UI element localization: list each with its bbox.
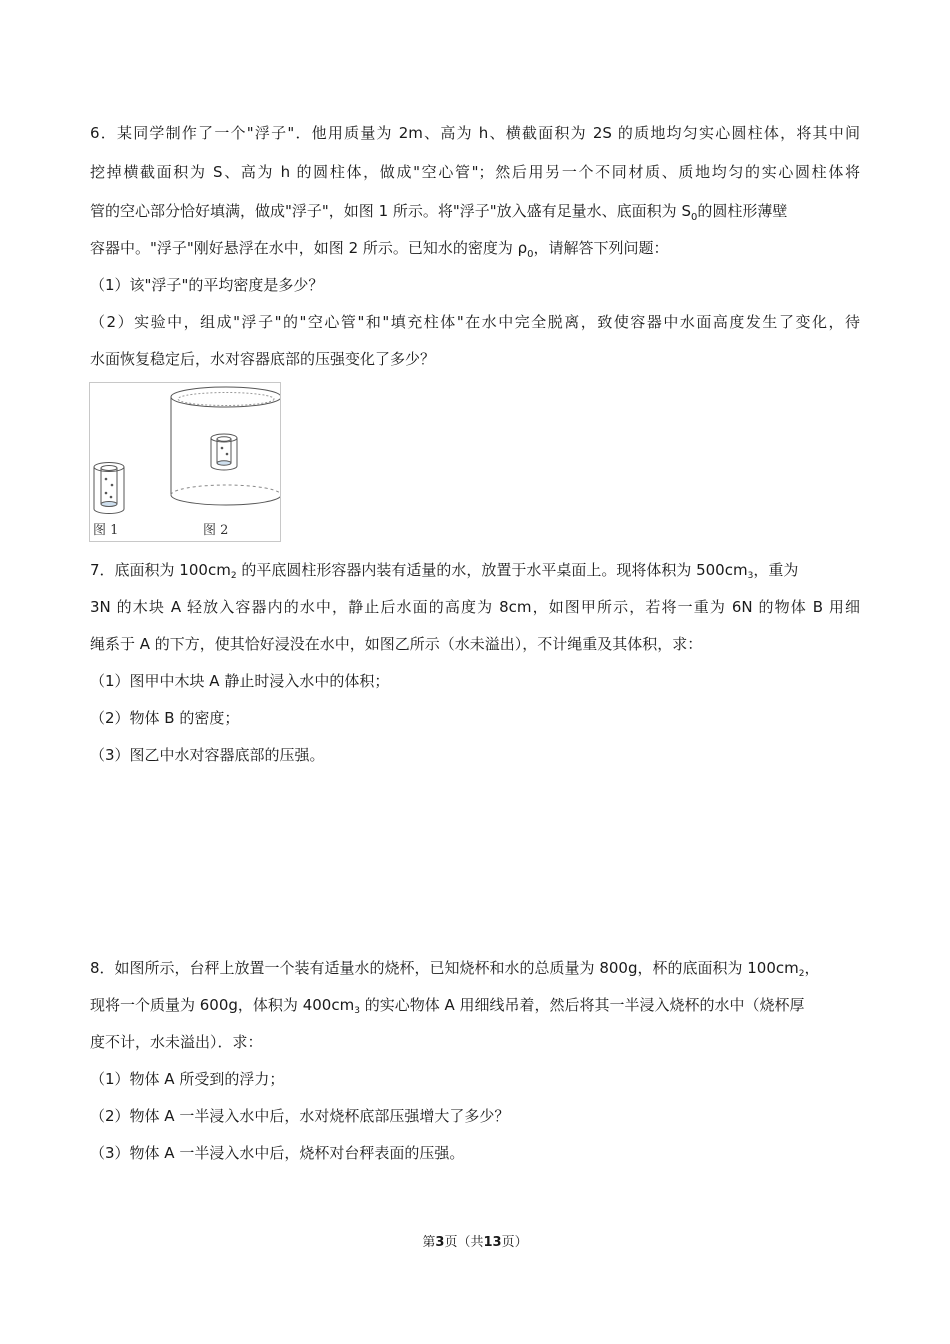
q7-line-3: 绳系于 A 的下方，使其恰好浸没在水中，如图乙所示（水未溢出），不计绳重及其体积，求： <box>90 635 703 653</box>
q8-line-1: 8．如图所示，台秤上放置一个装有适量水的烧杯，已知烧杯和水的总质量为 800g，杯的底面积为 $100cm_2$， <box>90 959 820 979</box>
q6-figure-drawing <box>90 383 280 541</box>
figure-2-caption: 图 2 <box>203 523 229 538</box>
q8-line-2: 现将一个质量为 600g，体积为 $400cm_3$ 的实心物体 A 用细线吊着，然后将其一半浸入烧杯的水中（烧杯厚 <box>90 996 805 1016</box>
figure-1-caption: 图 1 <box>93 523 119 538</box>
q7-line-2: 3N 的木块 A 轻放入容器内的水中，静止后水面的高度为 8cm，如图甲所示，若将一重为 6N 的物体 B 用细 <box>90 598 860 616</box>
container-figure-2 <box>171 387 280 505</box>
q7-part-3: （3）图乙中水对容器底部的压强。 <box>90 746 325 764</box>
q6-line-3: 管的空心部分恰好填满，做成"浮子"，如图 1 所示。将"浮子"放入盛有足量水、底面积为 $S_0$的圆柱形薄壁 <box>90 202 788 223</box>
q7-part-2: （2）物体 B 的密度； <box>90 709 240 727</box>
q6-part-2-line-2: 水面恢复稳定后，水对容器底部的压强变化了多少？ <box>90 350 436 368</box>
q6-line-4: 容器中。"浮子"刚好悬浮在水中，如图 2 所示。已知水的密度为 $\rho_0$，请解答下列问题： <box>90 239 669 260</box>
q8-line-3: 度不计，水未溢出）．求： <box>90 1033 263 1051</box>
q6-part-1: （1）该"浮子"的平均密度是多少？ <box>90 276 324 294</box>
q7-line-1: 7．底面积为 $100cm_2$ 的平底圆柱形容器内装有适量的水，放置于水平桌面上。现将体积为 $500cm_3$，重为 <box>90 561 799 581</box>
q7-part-1: （1）图甲中木块 A 静止时浸入水中的体积； <box>90 672 390 690</box>
q8-part-2: （2）物体 A 一半浸入水中后，水对烧杯底部压强增大了多少？ <box>90 1107 510 1125</box>
q8-part-3: （3）物体 A 一半浸入水中后，烧杯对台秤表面的压强。 <box>90 1144 465 1162</box>
q6-line-2: 挖掉横截面积为 S、高为 h 的圆柱体，做成"空心管"；然后用另一个不同材质、质地均匀的实心圆柱体将 <box>90 163 860 181</box>
q6-figure <box>89 382 281 542</box>
q6-line-1: 6．某同学制作了一个"浮子"．他用质量为 2m、高为 h、横截面积为 2S 的质地均匀实心圆柱体，将其中间 <box>90 124 860 142</box>
page-footer: 第3页（共13页） <box>422 1235 528 1250</box>
q6-part-2-line-1: （2）实验中，组成"浮子"的"空心管"和"填充柱体"在水中完全脱离，致使容器中水面高度发生了变化，待 <box>90 313 860 331</box>
float-figure-1 <box>94 463 124 514</box>
q8-part-1: （1）物体 A 所受到的浮力； <box>90 1070 285 1088</box>
